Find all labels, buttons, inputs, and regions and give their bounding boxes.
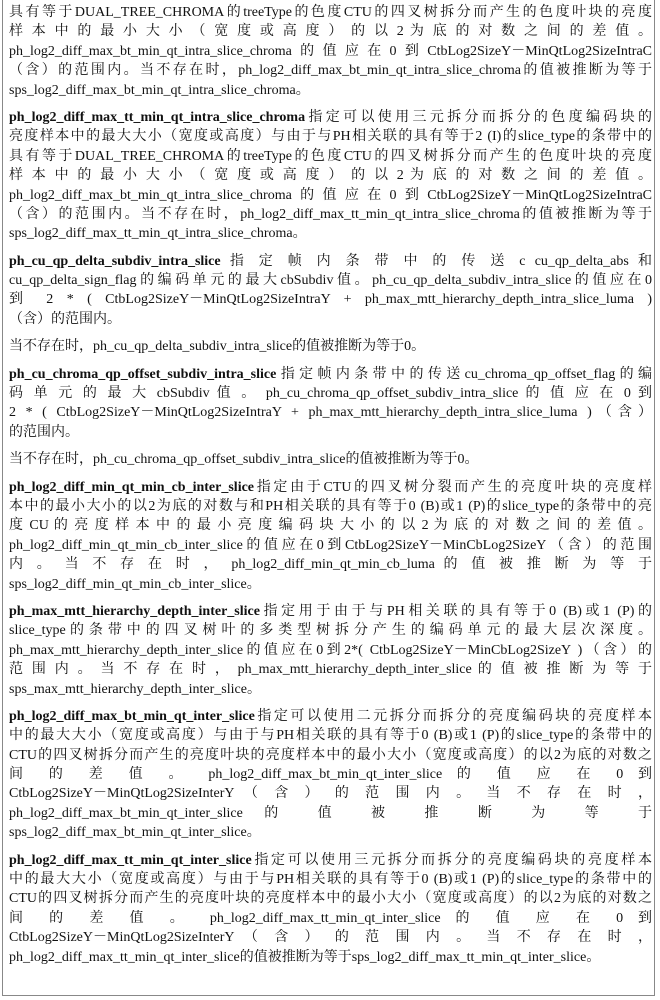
line-text: CtbLog2SizeY－MinQtLog2SizeInterY （ 含 ） 的 范 围 内 。 当 不 存 在 时 ， (9, 786, 652, 801)
line-text: sps_log2_diff_max_bt_min_qt_inter_slice。 (9, 825, 261, 840)
text-line (9, 337, 652, 356)
line-text: 中的最大大小（宽度或高度）与由于与PH相关联的具有等于0 (B)或1 (P)的slice_type的条带中的 (9, 872, 652, 887)
line-text: （含）的范围内。当不存在时，ph_log2_diff_max_bt_min_qt_intra_slice_chroma的值被推断为等于 (9, 63, 652, 78)
paragraph (9, 450, 652, 469)
text-line (9, 42, 652, 61)
line-text: 的范围内。 (9, 425, 79, 440)
text-line (9, 450, 652, 469)
line-text: 当不存在时，ph_cu_chroma_qp_offset_subdiv_intra_slice的值被推断为等于0。 (9, 452, 478, 467)
paragraph (9, 252, 652, 330)
text-line (9, 3, 652, 22)
line-text: 当不存在时，ph_cu_qp_delta_subdiv_intra_slice的值被推断为等于0。 (9, 339, 425, 354)
text-line (9, 290, 652, 309)
syntax-element-term: ph_log2_diff_max_tt_min_qt_intra_slice_chroma (9, 110, 305, 125)
line-text: sps_log2_diff_max_bt_min_qt_intra_slice_chroma。 (9, 83, 310, 98)
line-text: 具有等于DUAL_TREE_CHROMA的treeType的色度CTU的四叉树拆分而产生的色度叶块的亮度 (9, 5, 652, 20)
paragraph (9, 108, 652, 244)
line-text: 样 本 中 的 最 小 大 小 （ 宽 度 或 高 度 ） 的 以 2 为 底 的 对 数 之 间 的 差 值 。 (9, 24, 652, 39)
paragraph (9, 365, 652, 443)
line-text: cu_qp_delta_sign_flag的编码单元的最大cbSubdiv值。ph_cu_qp_delta_subdiv_intra_slice的值应在0 (9, 273, 652, 288)
text-line (9, 61, 652, 80)
syntax-element-term: ph_log2_diff_max_tt_min_qt_inter_slice (9, 853, 252, 868)
text-line (9, 707, 652, 726)
text-line (9, 660, 652, 679)
line-text: 内 。 当 不 存 在 时 ， ph_log2_diff_min_qt_min_cb_luma 的 值 被 推 断 为 等 于 (9, 557, 652, 572)
text-line (9, 726, 652, 745)
line-text: 指定帧内条带中的传送cu_chroma_qp_offset_flag的编 (276, 367, 652, 382)
line-text: 指 定 帧 内 条 带 中 的 传 送 c cu_qp_delta_abs 和 (221, 254, 652, 269)
line-text: 样 本 中 的 最 小 大 小 （ 宽 度 或 高 度 ） 的 以 2 为 底 的 对 数 之 间 的 差 值 。 (9, 168, 652, 183)
text-line (9, 641, 652, 660)
text-line (9, 384, 652, 403)
text-line (9, 536, 652, 555)
text-line (9, 746, 652, 765)
line-text: 亮度样本中的最大大小（宽度或高度）与由于与PH相关联的具有等于2 (I)的slice_type的条带中的 (9, 129, 652, 144)
text-line (9, 909, 652, 928)
paragraph (9, 3, 652, 100)
text-line (9, 497, 652, 516)
text-line (9, 403, 652, 422)
text-line (9, 224, 652, 243)
text-line (9, 889, 652, 908)
syntax-element-term: ph_max_mtt_hierarchy_depth_inter_slice (9, 604, 260, 619)
paragraph (9, 851, 652, 967)
text-line (9, 928, 652, 947)
line-text: 范 围 内 。 当 不 存 在 时 ， ph_max_mtt_hierarchy_depth_inter_slice 的 值 被 推 断 为 等 于 (9, 662, 652, 677)
syntax-element-term: ph_cu_qp_delta_subdiv_intra_slice (9, 254, 221, 269)
text-line (9, 823, 652, 842)
line-text: ph_log2_diff_max_bt_min_qt_intra_slice_chroma的值应在0到CtbLog2SizeY－MinQtLog2SizeIntraC (9, 44, 652, 59)
text-line (9, 680, 652, 699)
text-line (9, 602, 652, 621)
syntax-element-term: ph_log2_diff_min_qt_min_cb_inter_slice (9, 480, 254, 495)
text-line (9, 310, 652, 329)
text-line (9, 127, 652, 146)
text-line (9, 271, 652, 290)
line-text: 指定可以使用三元拆分而拆分的亮度编码块的亮度样本 (252, 853, 652, 868)
paragraph (9, 707, 652, 843)
line-text: 指定用于由于与PH相关联的具有等于0 (B)或1 (P)的 (260, 604, 652, 619)
line-text: sps_log2_diff_min_qt_min_cb_inter_slice。 (9, 577, 261, 592)
text-line (9, 365, 652, 384)
text-line (9, 621, 652, 640)
line-text: ph_max_mtt_hierarchy_depth_inter_slice的值应在0到2*( CtbLog2SizeY－MinCbLog2SizeY )（含）的 (9, 643, 652, 658)
line-text: 中的最大大小（宽度或高度）与由于与PH相关联的具有等于0 (B)或1 (P)的slice_type的条带中的 (9, 728, 652, 743)
line-text: ph_log2_diff_max_bt_min_qt_inter_slice 的 值 被 推 断 为 等 于 (9, 806, 652, 821)
text-line (9, 423, 652, 442)
line-text: 具有等于DUAL_TREE_CHROMA的treeType的色度CTU的四叉树拆分而产生的色度叶块的亮度 (9, 149, 652, 164)
text-line (9, 804, 652, 823)
line-text: 到 2 * ( CtbLog2SizeY－MinQtLog2SizeIntraY + ph_max_mtt_hierarchy_depth_intra_slice_luma ) (9, 292, 652, 307)
text-line (9, 186, 652, 205)
line-text: 间 的 差 值 。 ph_log2_diff_max_bt_min_qt_inter_slice 的 值 应 在 0 到 (9, 767, 652, 782)
syntax-element-term: ph_cu_chroma_qp_offset_subdiv_intra_slice (9, 367, 276, 382)
line-text: CTU的四叉树拆分而产生的亮度叶块的亮度样本中的最小大小（宽度或高度）的以2为底的对数之 (9, 891, 652, 906)
line-text: 码 单 元 的 最 大 cbSubdiv 值 。 ph_cu_chroma_qp_offset_subdiv_intra_slice 的 值 应 在 0 到 (9, 386, 652, 401)
text-line (9, 147, 652, 166)
line-text: 度 CU 的 亮 度 样 本 中 的 最 小 亮 度 编 码 块 大 小 的 以 2 为 底 的 对 数 之 间 的 差 值 。 (9, 518, 652, 533)
syntax-element-term: ph_log2_diff_max_bt_min_qt_inter_slice (9, 709, 255, 724)
text-line (9, 205, 652, 224)
text-line (9, 575, 652, 594)
line-text: slice_type 的 条 带 中 的 四 叉 树 叶 的 多 类 型 树 拆 分 产 生 的 编 码 单 元 的 最 大 层 次 深 度 。 (9, 623, 652, 638)
line-text: 本中的最小大小的以2为底的对数与和PH相关联的具有等于0 (B)或1 (P)的slice_type的条带中的亮 (9, 499, 652, 514)
document-body (9, 3, 652, 975)
text-line (9, 166, 652, 185)
line-text: CTU的四叉树拆分而产生的亮度叶块的亮度样本中的最小大小（宽度或高度）的以2为底的对数之 (9, 748, 652, 763)
line-text: （含）的范围内。 (9, 312, 121, 327)
line-text: 指定由于CTU的四叉树分裂而产生的亮度叶块的亮度样 (254, 480, 652, 495)
text-line (9, 948, 652, 967)
paragraph (9, 337, 652, 356)
text-line (9, 870, 652, 889)
text-line (9, 784, 652, 803)
line-text: ph_log2_diff_min_qt_min_cb_inter_slice的值应在0到CtbLog2SizeY－MinCbLog2SizeY（含）的范围 (9, 538, 652, 553)
line-text: sps_max_mtt_hierarchy_depth_inter_slice。 (9, 682, 261, 697)
line-text: ph_log2_diff_max_tt_min_qt_inter_slice的值被推断为等于sps_log2_diff_max_tt_min_qt_inter_slice。 (9, 950, 600, 965)
paragraph (9, 478, 652, 594)
text-line (9, 516, 652, 535)
line-text: 指定可以使用二元拆分而拆分的亮度编码块的亮度样本 (255, 709, 652, 724)
paragraph (9, 602, 652, 699)
line-text: sps_log2_diff_max_tt_min_qt_intra_slice_chroma。 (9, 226, 307, 241)
line-text: 指定可以使用三元拆分而拆分的色度编码块的 (305, 110, 652, 125)
line-text: ph_log2_diff_max_bt_min_qt_intra_slice_chroma的值应在0到CtbLog2SizeY－MinQtLog2SizeIntraC (9, 188, 652, 203)
text-line (9, 81, 652, 100)
text-line (9, 765, 652, 784)
text-line (9, 555, 652, 574)
text-line (9, 252, 652, 271)
text-line (9, 22, 652, 41)
line-text: 2 * ( CtbLog2SizeY－MinQtLog2SizeIntraY + ph_max_mtt_hierarchy_depth_intra_slice_luma )（含） (9, 405, 652, 420)
line-text: CtbLog2SizeY－MinQtLog2SizeInterY （ 含 ） 的 范 围 内 。 当 不 存 在 时 ， (9, 930, 652, 945)
text-line (9, 851, 652, 870)
text-line (9, 478, 652, 497)
line-text: （含）的范围内。当不存在时，ph_log2_diff_max_tt_min_qt_intra_slice_chroma的值被推断为等于 (9, 207, 652, 222)
text-line (9, 108, 652, 127)
line-text: 间 的 差 值 。 ph_log2_diff_max_tt_min_qt_inter_slice 的 值 应 在 0 到 (9, 911, 652, 926)
